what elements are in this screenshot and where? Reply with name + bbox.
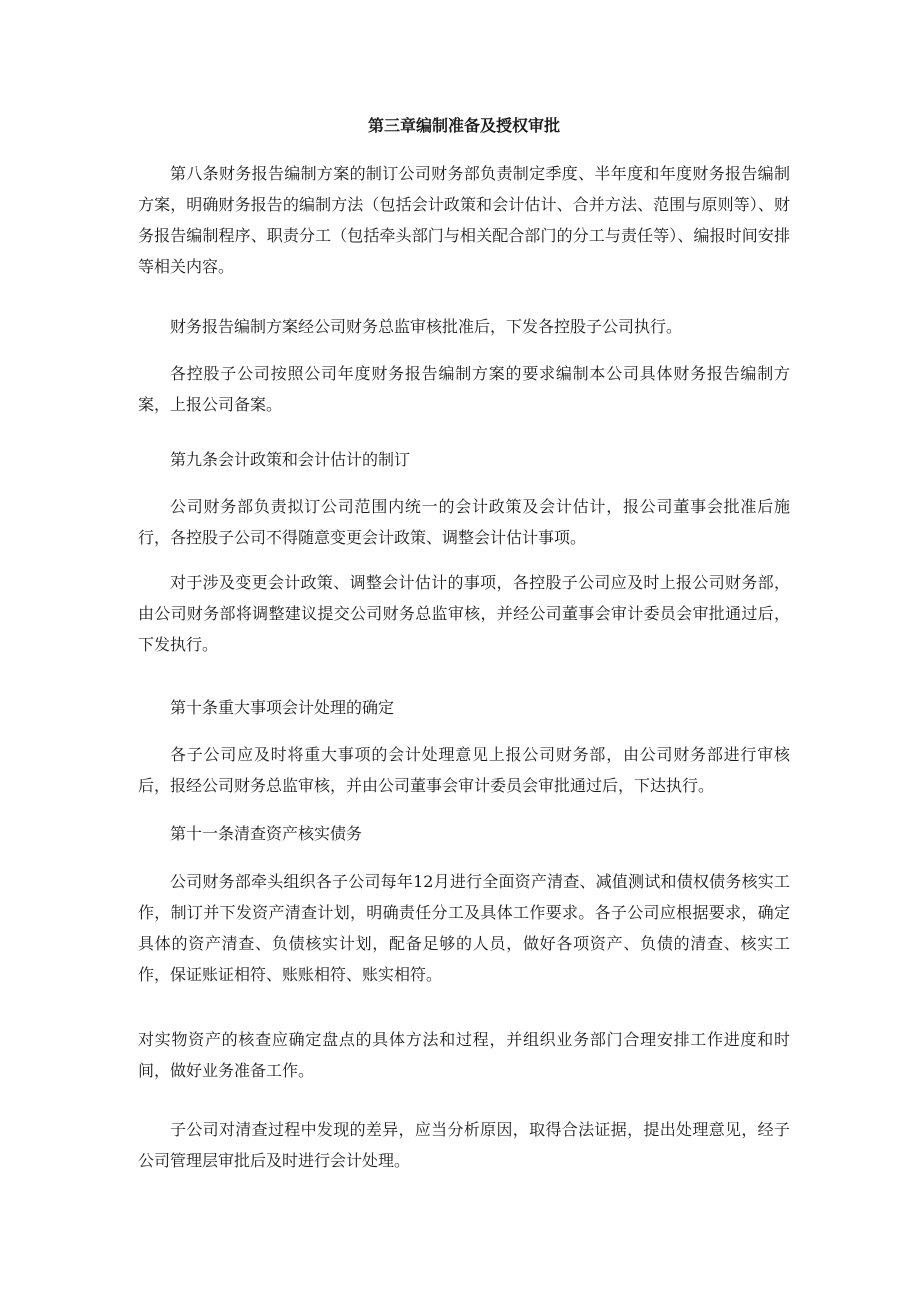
paragraph-accounting-policy: 公司财务部负责拟订公司范围内统一的会计政策及会计估计，报公司董事会批准后施行，各控股子公司不得随意变更会计政策、调整会计估计事项。 <box>138 497 790 547</box>
paragraph-asset-check: 公司财务部牵头组织各子公司每年12月进行全面资产清查、减值测试和债权债务核实工作，制订并下发资产清查计划，明确责任分工及具体工作要求。各子公司应根据要求，确定具体的资产清查、负债核实计划，配备足够的人员，做好各项资产、负债的清查、核实工作，保证账证相符、账账相符、账实相符。 <box>138 872 790 984</box>
chapter-title: 第三章编制准备及授权审批 <box>367 116 560 135</box>
paragraph-approval: 财务报告编制方案经公司财务总监审核批准后，下发各控股子公司执行。 <box>170 317 683 336</box>
paragraph-subsidiary-plan: 各控股子公司按照公司年度财务报告编制方案的要求编制本公司具体财务报告编制方案，上报公司备案。 <box>138 364 790 414</box>
article-11-heading: 第十一条清查资产核实债务 <box>170 824 363 843</box>
article-8-paragraph: 第八条财务报告编制方案的制订公司财务部负责制定季度、半年度和年度财务报告编制方案，明确财务报告的编制方法（包括会计政策和会计估计、合并方法、范围与原则等）、财务报告编制程序、职责分工（包括牵头部门与相关配合部门的分工与责任等）、编报时间安排等相关内容。 <box>138 164 790 276</box>
article-10-heading: 第十条重大事项会计处理的确定 <box>170 698 395 717</box>
paragraph-major-matters: 各子公司应及时将重大事项的会计处理意见上报公司财务部，由公司财务部进行审核后，报经公司财务总监审核，并由公司董事会审计委员会审批通过后，下达执行。 <box>138 745 790 795</box>
paragraph-discrepancies: 子公司对清查过程中发现的差异，应当分析原因，取得合法证据，提出处理意见，经子公司管理层审批后及时进行会计处理。 <box>138 1120 790 1170</box>
paragraph-physical-assets: 对实物资产的核查应确定盘点的具体方法和过程，并组织业务部门合理安排工作进度和时间，做好业务准备工作。 <box>138 1030 790 1080</box>
paragraph-policy-change: 对于涉及变更会计政策、调整会计估计的事项，各控股子公司应及时上报公司财务部，由公司财务部将调整建议提交公司财务总监审核，并经公司董事会审计委员会审批通过后，下发执行。 <box>138 573 790 654</box>
article-9-heading: 第九条会计政策和会计估计的制订 <box>170 450 411 469</box>
